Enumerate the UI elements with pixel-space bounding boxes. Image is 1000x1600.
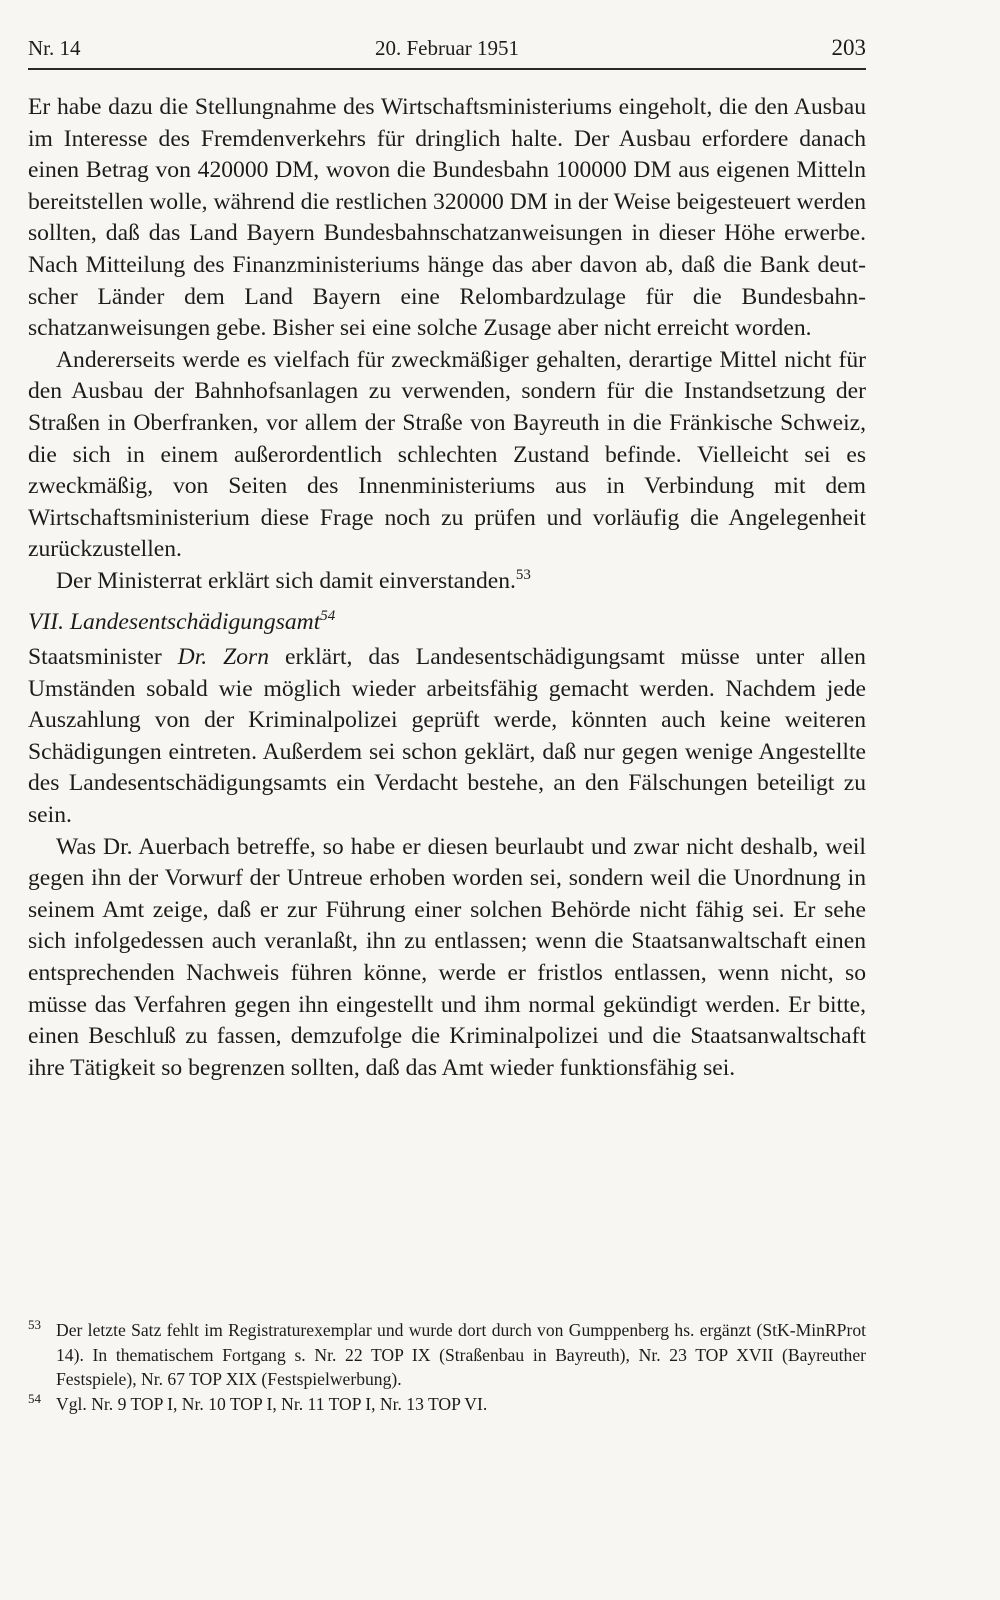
footnote-ref-53: 53 [515, 567, 531, 584]
header-date: 20. Februar 1951 [374, 36, 520, 60]
footnote-number: 53 [28, 1317, 41, 1332]
issue-number: Nr. 14 [28, 36, 81, 60]
paragraph-4-rest: erklärt, das Landesentschädigungsamt müsse unter allen Umständen sobald wie möglich wieder arbeitsfähig gemacht werden. Nachdem jede Auszahlung von der Kriminalpolizei geprüft werde, könnten auch keine weiteren Schädigungen eintreten. Außerdem sei schon geklärt, daß nur gegen wenige Angestellte des Landesentschädigungsamts ein Verdacht bestehe, an den Fälschungen beteiligt zu sein. [28, 644, 866, 829]
running-header [28, 32, 866, 64]
paragraph-4-lead: Staatsminister [28, 644, 178, 671]
minister-name: Dr. Zorn [177, 644, 270, 671]
paragraph-4 [28, 642, 866, 832]
footnote-54 [28, 1392, 866, 1417]
footnote-text: Vgl. Nr. 9 TOP I, Nr. 10 TOP I, Nr. 11 TOP I, Nr. 13 TOP VI. [56, 1393, 488, 1414]
body-text [28, 92, 866, 1084]
paragraph-2: Andererseits werde es vielfach für zweckmäßiger gehalten, derartige Mittel nicht für den Ausbau der Bahnhofsanlagen zu verwenden, sondern für die Instandsetzung der Straßen in Oberfranken, vor allem der Straße von Bayreuth in die Fränkische Schweiz, die sich in einem außerordentlich schlechten Zustand befinde. Vielleicht sei es zweckmäßig, von Seiten des Innenministeriums aus in Verbindung mit dem Wirtschaftsministerium diese Frage noch zu prüfen und vorläufig die Angelegenheit zurückzustellen. [28, 346, 866, 563]
footnote-text: Der letzte Satz fehlt im Registraturexemplar und wurde dort durch von Gumppenberg hs. ergänzt (StK-MinRProt 14). In thematischem Fortgang s. Nr. 22 TOP IX (Straßenbau in Bayreuth), Nr. 23 TOP XVII (Bayreuther Festspiele), Nr. 67 TOP XIX (Festspielwerbung). [56, 1320, 866, 1389]
paragraph-3-text: Der Ministerrat erklärt sich damit einverstanden. [56, 567, 516, 594]
paragraph-3 [28, 566, 866, 598]
section-heading-text: VII. Landesentschädigungsamt [28, 608, 321, 635]
paragraph-5: Was Dr. Auerbach betreffe, so habe er diesen beurlaubt und zwar nicht deshalb, weil gegen ihn der Vorwurf der Untreue erhoben worden sei, sondern weil die Unordnung in seinem Amt zeige, daß er zur Führung einer solchen Behörde nicht fähig sei. Er sehe sich infolgedessen auch veranlaßt, ihn zu entlassen; wenn die Staatsanwaltschaft einen entsprechenden Nachweis führen könne, werde er fristlos entlassen, wenn nicht, so müsse das Verfahren gegen ihn eingestellt und ihm normal gekündigt werden. Er bitte, einen Beschluß zu fassen, demzufolge die Kriminalpolizei und die Staatsanwaltschaft ihre Tätigkeit so begrenzen sollten, daß das Amt wieder funktionsfähig sei. [28, 833, 866, 1081]
footnote-number: 54 [28, 1390, 41, 1406]
section-heading [28, 607, 866, 639]
footnotes [28, 1318, 866, 1416]
page-number: 203 [831, 35, 866, 60]
footnote-ref-54: 54 [320, 607, 336, 624]
footnote-53 [28, 1318, 866, 1392]
paragraph-1: Er habe dazu die Stellungnahme des Wirtschaftsministeriums eingeholt, die den Ausbau im Interesse des Fremdenverkehrs für dringlich halte. Der Ausbau erfordere danach einen Betrag von 420000 DM, wovon die Bundesbahn 100000 DM aus eigenen Mitteln bereitstellen wolle, während die restlichen 320000 DM in der Weise beigesteuert werden sollten, daß das Land Bayern Bundesbahnschatzanweisungen in dieser Höhe erwerbe. Nach Mitteilung des Finanzministeriums hänge das aber davon ab, daß die Bank deutscher Länder dem Land Bayern eine Relombardzulage für die Bundesbahnschatzanweisungen gebe. Bisher sei eine solche Zusage aber nicht erreicht worden. [28, 94, 866, 342]
header-rule [28, 68, 866, 70]
